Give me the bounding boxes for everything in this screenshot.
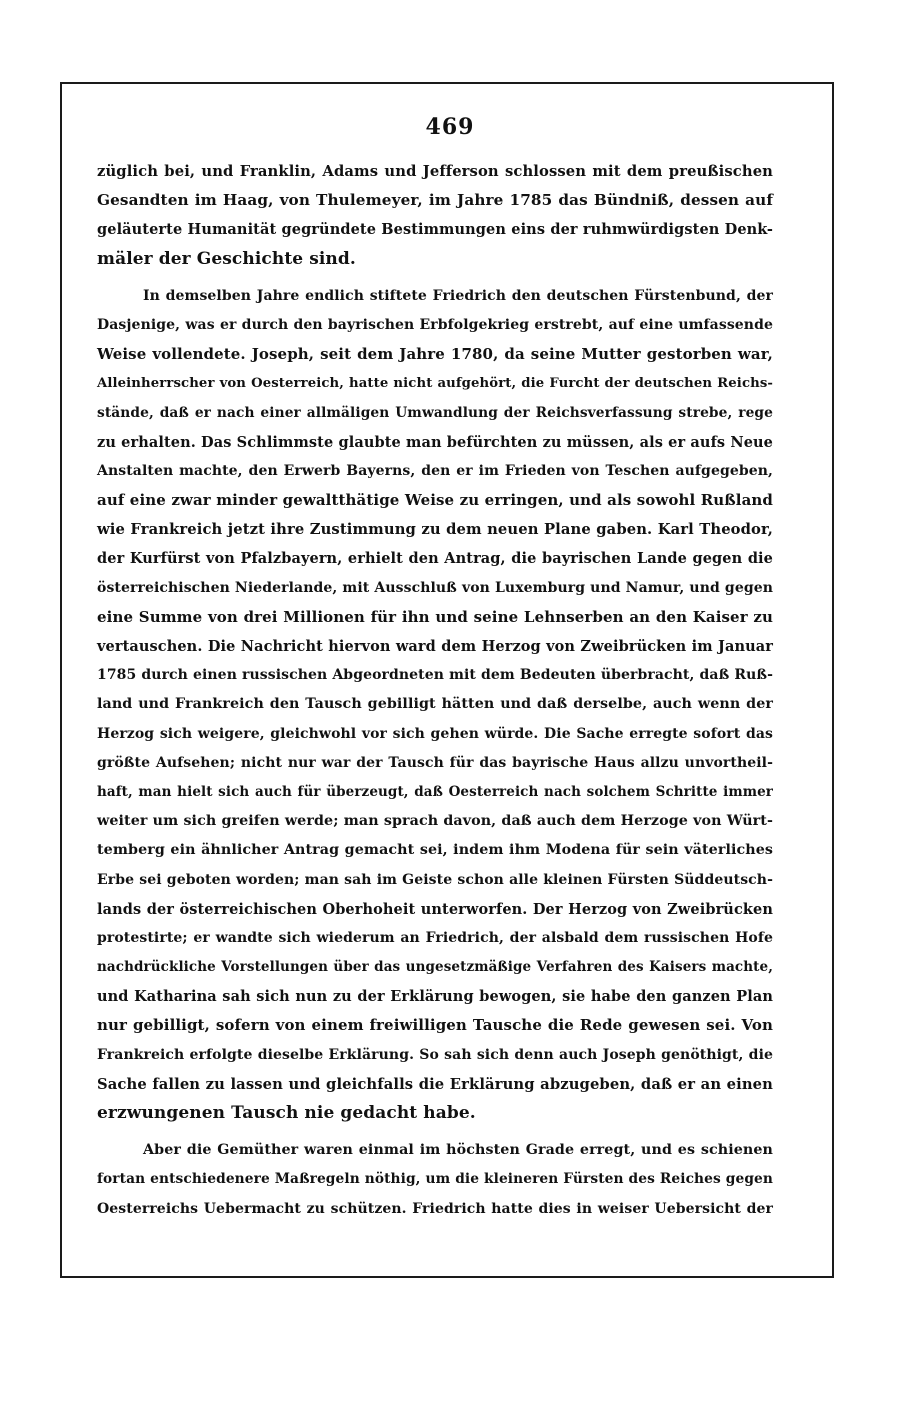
text-line: Weise vollendete. Joseph, seit dem Jahre 1780, da seine Mutter gestorben war, <box>97 345 773 364</box>
text-line: Dasjenige, was er durch den bayrischen Erbfolgekrieg erstrebt, auf eine umfassende <box>97 316 773 333</box>
text-line: fortan entschiedenere Maßregeln nöthig, um die kleineren Fürsten des Reiches gegen <box>97 1171 773 1188</box>
text-line: 1785 durch einen russischen Abgeordneten mit dem Bedeuten überbracht, daß Ruß- <box>97 667 773 684</box>
text-line: österreichischen Niederlande, mit Ausschluß von Luxemburg und Namur, und gegen <box>97 579 773 596</box>
text-line: geläuterte Humanität gegründete Bestimmungen eins der ruhmwürdigsten Denk- <box>97 221 773 239</box>
text-line: und Katharina sah sich nun zu der Erklärung bewogen, sie habe den ganzen Plan <box>97 988 773 1006</box>
text-line: Alleinherrscher von Oesterreich, hatte nicht aufgehört, die Furcht der deutschen Reichs- <box>97 376 773 392</box>
text-line: auf eine zwar minder gewaltthätige Weise zu erringen, und als sowohl Rußland <box>97 491 773 510</box>
text-line: Frankreich erfolgte dieselbe Erklärung. So sah sich denn auch Joseph genöthigt, die <box>97 1046 773 1063</box>
text-line: züglich bei, und Franklin, Adams und Jefferson schlossen mit dem preußischen <box>97 163 773 180</box>
text-line: stände, daß er nach einer allmäligen Umwandlung der Reichsverfassung strebe, rege <box>97 404 773 421</box>
text-line: weiter um sich greifen werde; man sprach davon, daß auch dem Herzoge von Würt- <box>97 813 773 830</box>
text-line: Anstalten machte, den Erwerb Bayerns, den er im Frieden von Teschen aufgegeben, <box>97 462 773 479</box>
text-line: Gesandten im Haag, von Thulemeyer, im Jahre 1785 das Bündniß, dessen auf <box>97 191 773 210</box>
paragraph <box>97 1136 773 1224</box>
paragraph <box>97 282 773 1128</box>
text-line: Oesterreichs Uebermacht zu schützen. Friedrich hatte dies in weiser Uebersicht der <box>97 1200 773 1217</box>
text-line: haft, man hielt sich auch für überzeugt, daß Oesterreich nach solchem Schritte immer <box>97 783 773 800</box>
text-line: In demselben Jahre endlich stiftete Friedrich den deutschen Fürstenbund, der <box>143 287 773 304</box>
text-line: wie Frankreich jetzt ihre Zustimmung zu dem neuen Plane gaben. Karl Theodor, <box>97 521 773 539</box>
text-line: land und Frankreich den Tausch gebilligt hätten und daß derselbe, auch wenn der <box>97 696 773 713</box>
text-line: mäler der Geschichte sind. <box>97 248 356 269</box>
text-line: eine Summe von drei Millionen für ihn und seine Lehnserben an den Kaiser zu <box>97 607 773 626</box>
page-number: 469 <box>425 114 475 140</box>
text-line: Aber die Gemüther waren einmal im höchsten Grade erregt, und es schienen <box>143 1142 773 1159</box>
paragraph <box>97 157 773 274</box>
text-line: temberg ein ähnlicher Antrag gemacht sei, indem ihm Modena für sein väterliches <box>97 842 773 859</box>
text-line: protestirte; er wandte sich wiederum an Friedrich, der alsbald dem russischen Hofe <box>97 929 773 946</box>
text-line: zu erhalten. Das Schlimmste glaubte man befürchten zu müssen, als er aufs Neue <box>97 433 773 451</box>
text-line: nachdrückliche Vorstellungen über das ungesetzmäßige Verfahren des Kaisers machte, <box>97 959 773 976</box>
text-line: Sache fallen zu lassen und gleichfalls die Erklärung abzugeben, daß er an einen <box>97 1075 773 1093</box>
text-line: vertauschen. Die Nachricht hiervon ward dem Herzog von Zweibrücken im Januar <box>97 638 773 655</box>
text-line: erzwungenen Tausch nie gedacht habe. <box>97 1103 476 1123</box>
text-line: Herzog sich weigere, gleichwohl vor sich gehen würde. Die Sache erregte sofort das <box>97 725 773 742</box>
text-line: Erbe sei geboten worden; man sah im Geiste schon alle kleinen Fürsten Süddeutsch- <box>97 871 773 888</box>
text-line: nur gebilligt, sofern von einem freiwilligen Tausche die Rede gewesen sei. Von <box>97 1016 773 1035</box>
text-line: größte Aufsehen; nicht nur war der Tausch für das bayrische Haus allzu unvortheil- <box>97 754 773 771</box>
text-line: lands der österreichischen Oberhoheit unterworfen. Der Herzog von Zweibrücken <box>97 900 773 918</box>
body-text <box>97 157 773 1232</box>
text-line: der Kurfürst von Pfalzbayern, erhielt den Antrag, die bayrischen Lande gegen die <box>97 550 773 568</box>
